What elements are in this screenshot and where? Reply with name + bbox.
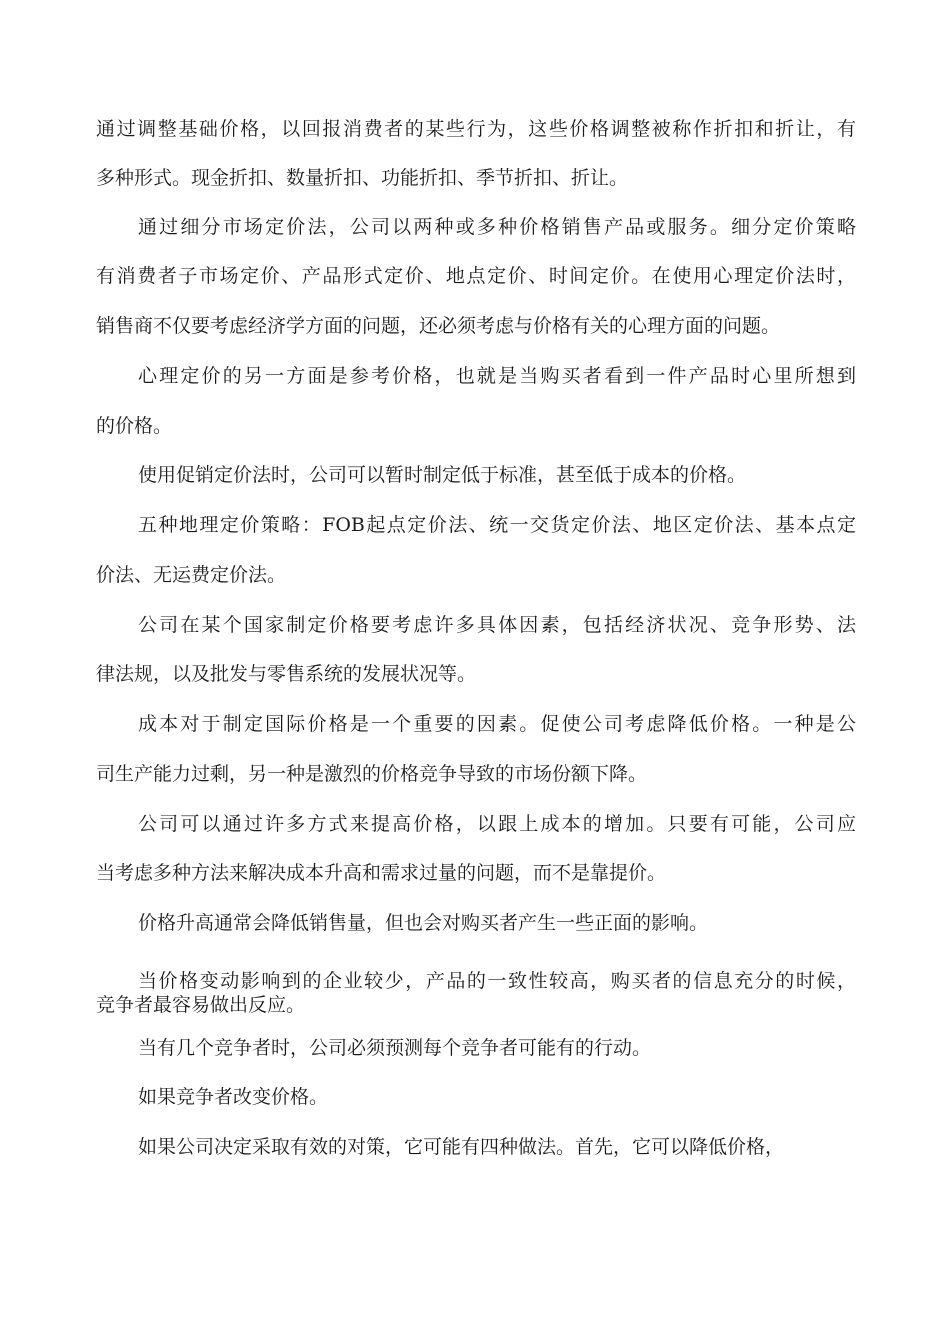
paragraph-line: 竞争者最容易做出反应。: [96, 994, 306, 1016]
paragraph-line: 当考虑多种方法来解决成本升高和需求过量的问题，而不是靠提价。: [96, 862, 667, 884]
paragraph-line: 公司在某个国家制定价格要考虑许多具体因素，包括经济状况、竞争形势、法: [138, 614, 856, 636]
paragraph-line: 如果公司决定采取有效的对策，它可能有四种做法。首先，它可以降低价格，: [138, 1136, 785, 1158]
paragraph-line: 多种形式。现金折扣、数量折扣、功能折扣、季节折扣、折让。: [96, 167, 629, 189]
paragraph-line: 价法、无运费定价法。: [96, 564, 287, 586]
paragraph-line: 当价格变动影响到的企业较少，产品的一致性较高，购买者的信息充分的时候，: [138, 970, 856, 992]
paragraph-line: 当有几个竞争者时，公司必须预测每个竞争者可能有的行动。: [138, 1037, 652, 1059]
paragraph-line: 有消费者子市场定价、产品形式定价、地点定价、时间定价。在使用心理定价法时，: [96, 265, 856, 287]
paragraph-line: 心理定价的另一方面是参考价格，也就是当购买者看到一件产品时心里所想到: [138, 365, 856, 387]
paragraph-line: 的价格。: [96, 415, 173, 437]
paragraph-line: 五种地理定价策略：FOB起点定价法、统一交货定价法、地区定价法、基本点定: [138, 514, 856, 536]
paragraph-line: 价格升高通常会降低销售量，但也会对购买者产生一些正面的影响。: [138, 912, 709, 934]
paragraph-line: 销售商不仅要考虑经济学方面的问题，还必须考虑与价格有关的心理方面的问题。: [96, 315, 781, 337]
paragraph-line: 通过调整基础价格，以回报消费者的某些行为，这些价格调整被称作折扣和折让，有: [96, 118, 856, 140]
paragraph-line: 如果竞争者改变价格。: [138, 1086, 329, 1108]
paragraph-line: 使用促销定价法时，公司可以暂时制定低于标准，甚至低于成本的价格。: [138, 464, 747, 486]
paragraph-line: 通过细分市场定价法，公司以两种或多种价格销售产品或服务。细分定价策略: [138, 216, 856, 238]
paragraph-line: 司生产能力过剩，另一种是激烈的价格竞争导致的市场份额下降。: [96, 763, 648, 785]
paragraph-line: 成本对于制定国际价格是一个重要的因素。促使公司考虑降低价格。一种是公: [138, 713, 856, 735]
paragraph-line: 律法规，以及批发与零售系统的发展状况等。: [96, 663, 477, 685]
paragraph-line: 公司可以通过许多方式来提高价格，以跟上成本的增加。只要有可能，公司应: [138, 813, 856, 835]
